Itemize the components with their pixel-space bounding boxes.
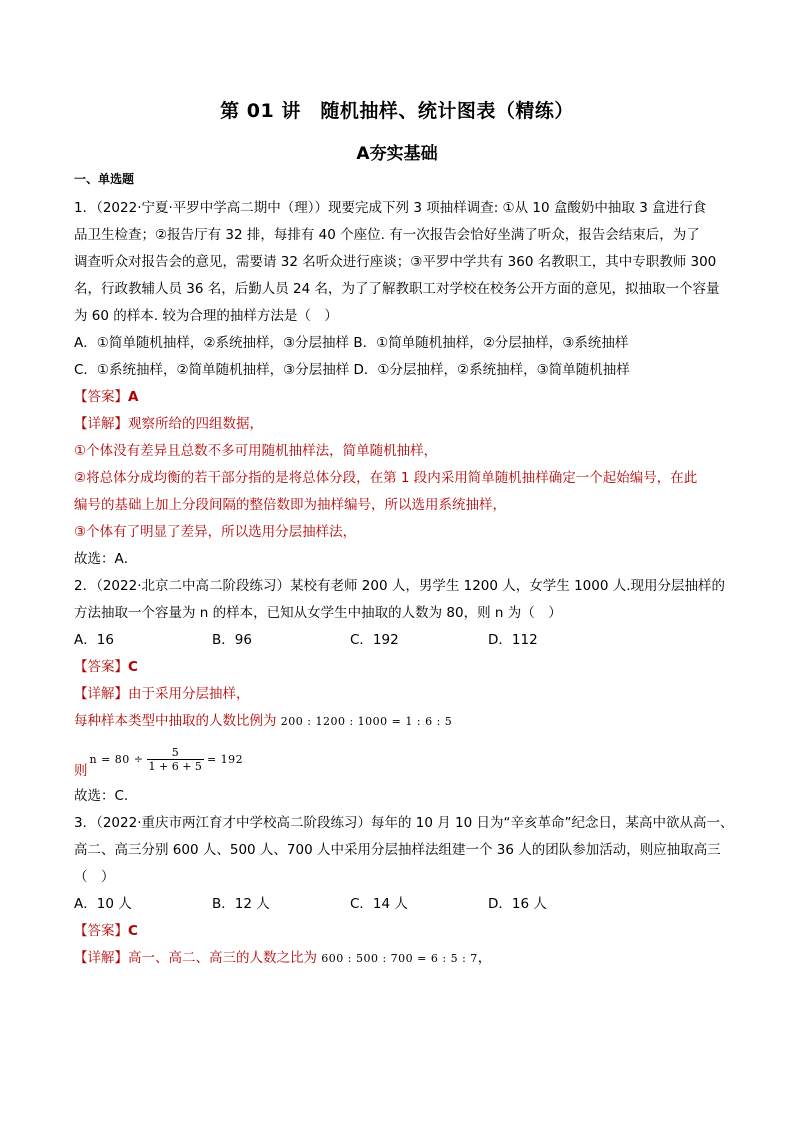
- detail-text: ①个体没有差异且总数不多可用随机抽样法，简单随机抽样，: [74, 443, 438, 459]
- ratio-formula: 200 : 1200 : 1000 = 1 : 6 : 5: [280, 715, 453, 728]
- option-a: A．16: [74, 632, 114, 648]
- option-a: A．10 人: [74, 896, 132, 912]
- fraction-denominator: 1 + 6 + 5: [148, 759, 202, 773]
- question-3: [74, 810, 734, 972]
- answer-value: C: [128, 923, 138, 939]
- ratio-line: [74, 708, 724, 735]
- question-1-line: 品卫生检查；②报告厅有 32 排，每排有 40 个座位. 有一次报告会恰好坐满了听众，报告会结束后，为了: [74, 227, 700, 243]
- answer-value: C: [128, 659, 138, 675]
- answer-tag: 【答案】: [74, 389, 128, 405]
- option-b: B．96: [212, 632, 252, 648]
- question-2-line: 2．（2022·北京二中高二阶段练习）某校有老师 200 人，男学生 1200 人，女学生 1000 人.现用分层抽样的: [74, 578, 726, 594]
- conclusion: 故选：A．: [74, 551, 138, 567]
- detail-text: 编号的基础上加上分段间隔的整倍数即为抽样编号，所以选用系统抽样，: [74, 497, 506, 513]
- question-1-answer: [74, 384, 724, 411]
- question-1-line: 调查听众对报告会的意见，需要请 32 名听众进行座谈；③平罗中学共有 360 名教职工，其中专职教师 300: [74, 254, 717, 270]
- formula-fraction: [147, 746, 204, 773]
- detail-text: 观察所给的四组数据，: [128, 416, 263, 432]
- detail-text: ②将总体分成均衡的若干部分指的是将总体分段，在第 1 段内采用简单随机抽样确定一个起始编号，在此: [74, 470, 698, 486]
- detail-tag: 【详解】: [74, 950, 128, 966]
- formula-right: = 192: [206, 752, 244, 766]
- question-3-line: （ ）: [74, 869, 115, 885]
- question-1-detail: [74, 411, 724, 438]
- detail-text: 由于采用分层抽样，: [128, 686, 250, 702]
- question-3-line: 高二、高三分别 600 人、500 人、700 人中采用分层抽样法组建一个 36 人的团队参加活动，则应抽取高三: [74, 842, 721, 858]
- option-d: D．112: [488, 632, 538, 648]
- answer-tag: 【答案】: [74, 923, 128, 939]
- section-heading: 一、单选题: [74, 172, 135, 186]
- option-b: B．12 人: [212, 896, 270, 912]
- detail-text: 高一、高二、高三的人数之比为: [128, 950, 317, 966]
- fraction-numerator: 5: [171, 745, 179, 759]
- question-1-line: 1．（2022·宁夏·平罗中学高二期中（理））现要完成下列 3 项抽样调查: ①从 10 盒酸奶中抽取 3 盒进行食: [74, 200, 707, 216]
- question-1-line: 名，行政教辅人员 36 名，后勤人员 24 名，为了了解教职工对学校在校务公开方面的意见，拟抽取一个容量: [74, 281, 720, 297]
- question-1-line: 为 60 的样本. 较为合理的抽样方法是（ ）: [74, 308, 338, 324]
- formula-left: n = 80 ÷: [89, 752, 144, 766]
- question-3-detail: [74, 945, 724, 972]
- answer-tag: 【答案】: [74, 659, 128, 675]
- question-2-options: [74, 627, 724, 654]
- option-d: D．16 人: [488, 896, 547, 912]
- answer-value: A: [128, 389, 139, 405]
- option-c: C．14 人: [350, 896, 408, 912]
- question-3-line: 3．（2022·重庆市两江育才中学校高二阶段练习）每年的 10 月 10 日为“辛亥革命”纪念日，某高中欲从高一、: [74, 815, 734, 831]
- page-subtitle: A夯实基础: [356, 144, 438, 164]
- question-1-options-ab: A．①简单随机抽样，②系统抽样，③分层抽样 B．①简单随机抽样，②分层抽样，③系统抽样: [74, 335, 629, 351]
- question-1: [74, 195, 724, 573]
- detail-tag: 【详解】: [74, 686, 128, 702]
- conclusion: 故选：C.: [74, 788, 129, 804]
- detail-tag: 【详解】: [74, 416, 128, 432]
- question-3-answer: [74, 918, 724, 945]
- option-c: C．192: [350, 632, 399, 648]
- content: [74, 170, 734, 972]
- question-3-options: [74, 891, 724, 918]
- formula-line: [74, 735, 724, 783]
- question-2-answer: [74, 654, 724, 681]
- ze-text: 则: [74, 763, 88, 779]
- detail-tail: ，: [477, 950, 492, 966]
- question-2-line: 方法抽取一个容量为 n 的样本，已知从女学生中抽取的人数为 80，则 n 为（ ）: [74, 605, 562, 621]
- question-2-detail: [74, 681, 724, 708]
- question-2: [74, 573, 724, 810]
- page-title: 第 01 讲 随机抽样、统计图表（精练）: [220, 100, 574, 122]
- detail-text: 每种样本类型中抽取的人数比例为: [74, 713, 277, 729]
- detail-text: ③个体有了明显了差异，所以选用分层抽样法，: [74, 524, 357, 540]
- ratio-formula: 600 : 500 : 700 = 6 : 5 : 7: [321, 952, 478, 965]
- question-1-options-cd: C．①系统抽样，②简单随机抽样，③分层抽样 D．①分层抽样，②系统抽样，③简单随机抽样: [74, 362, 630, 378]
